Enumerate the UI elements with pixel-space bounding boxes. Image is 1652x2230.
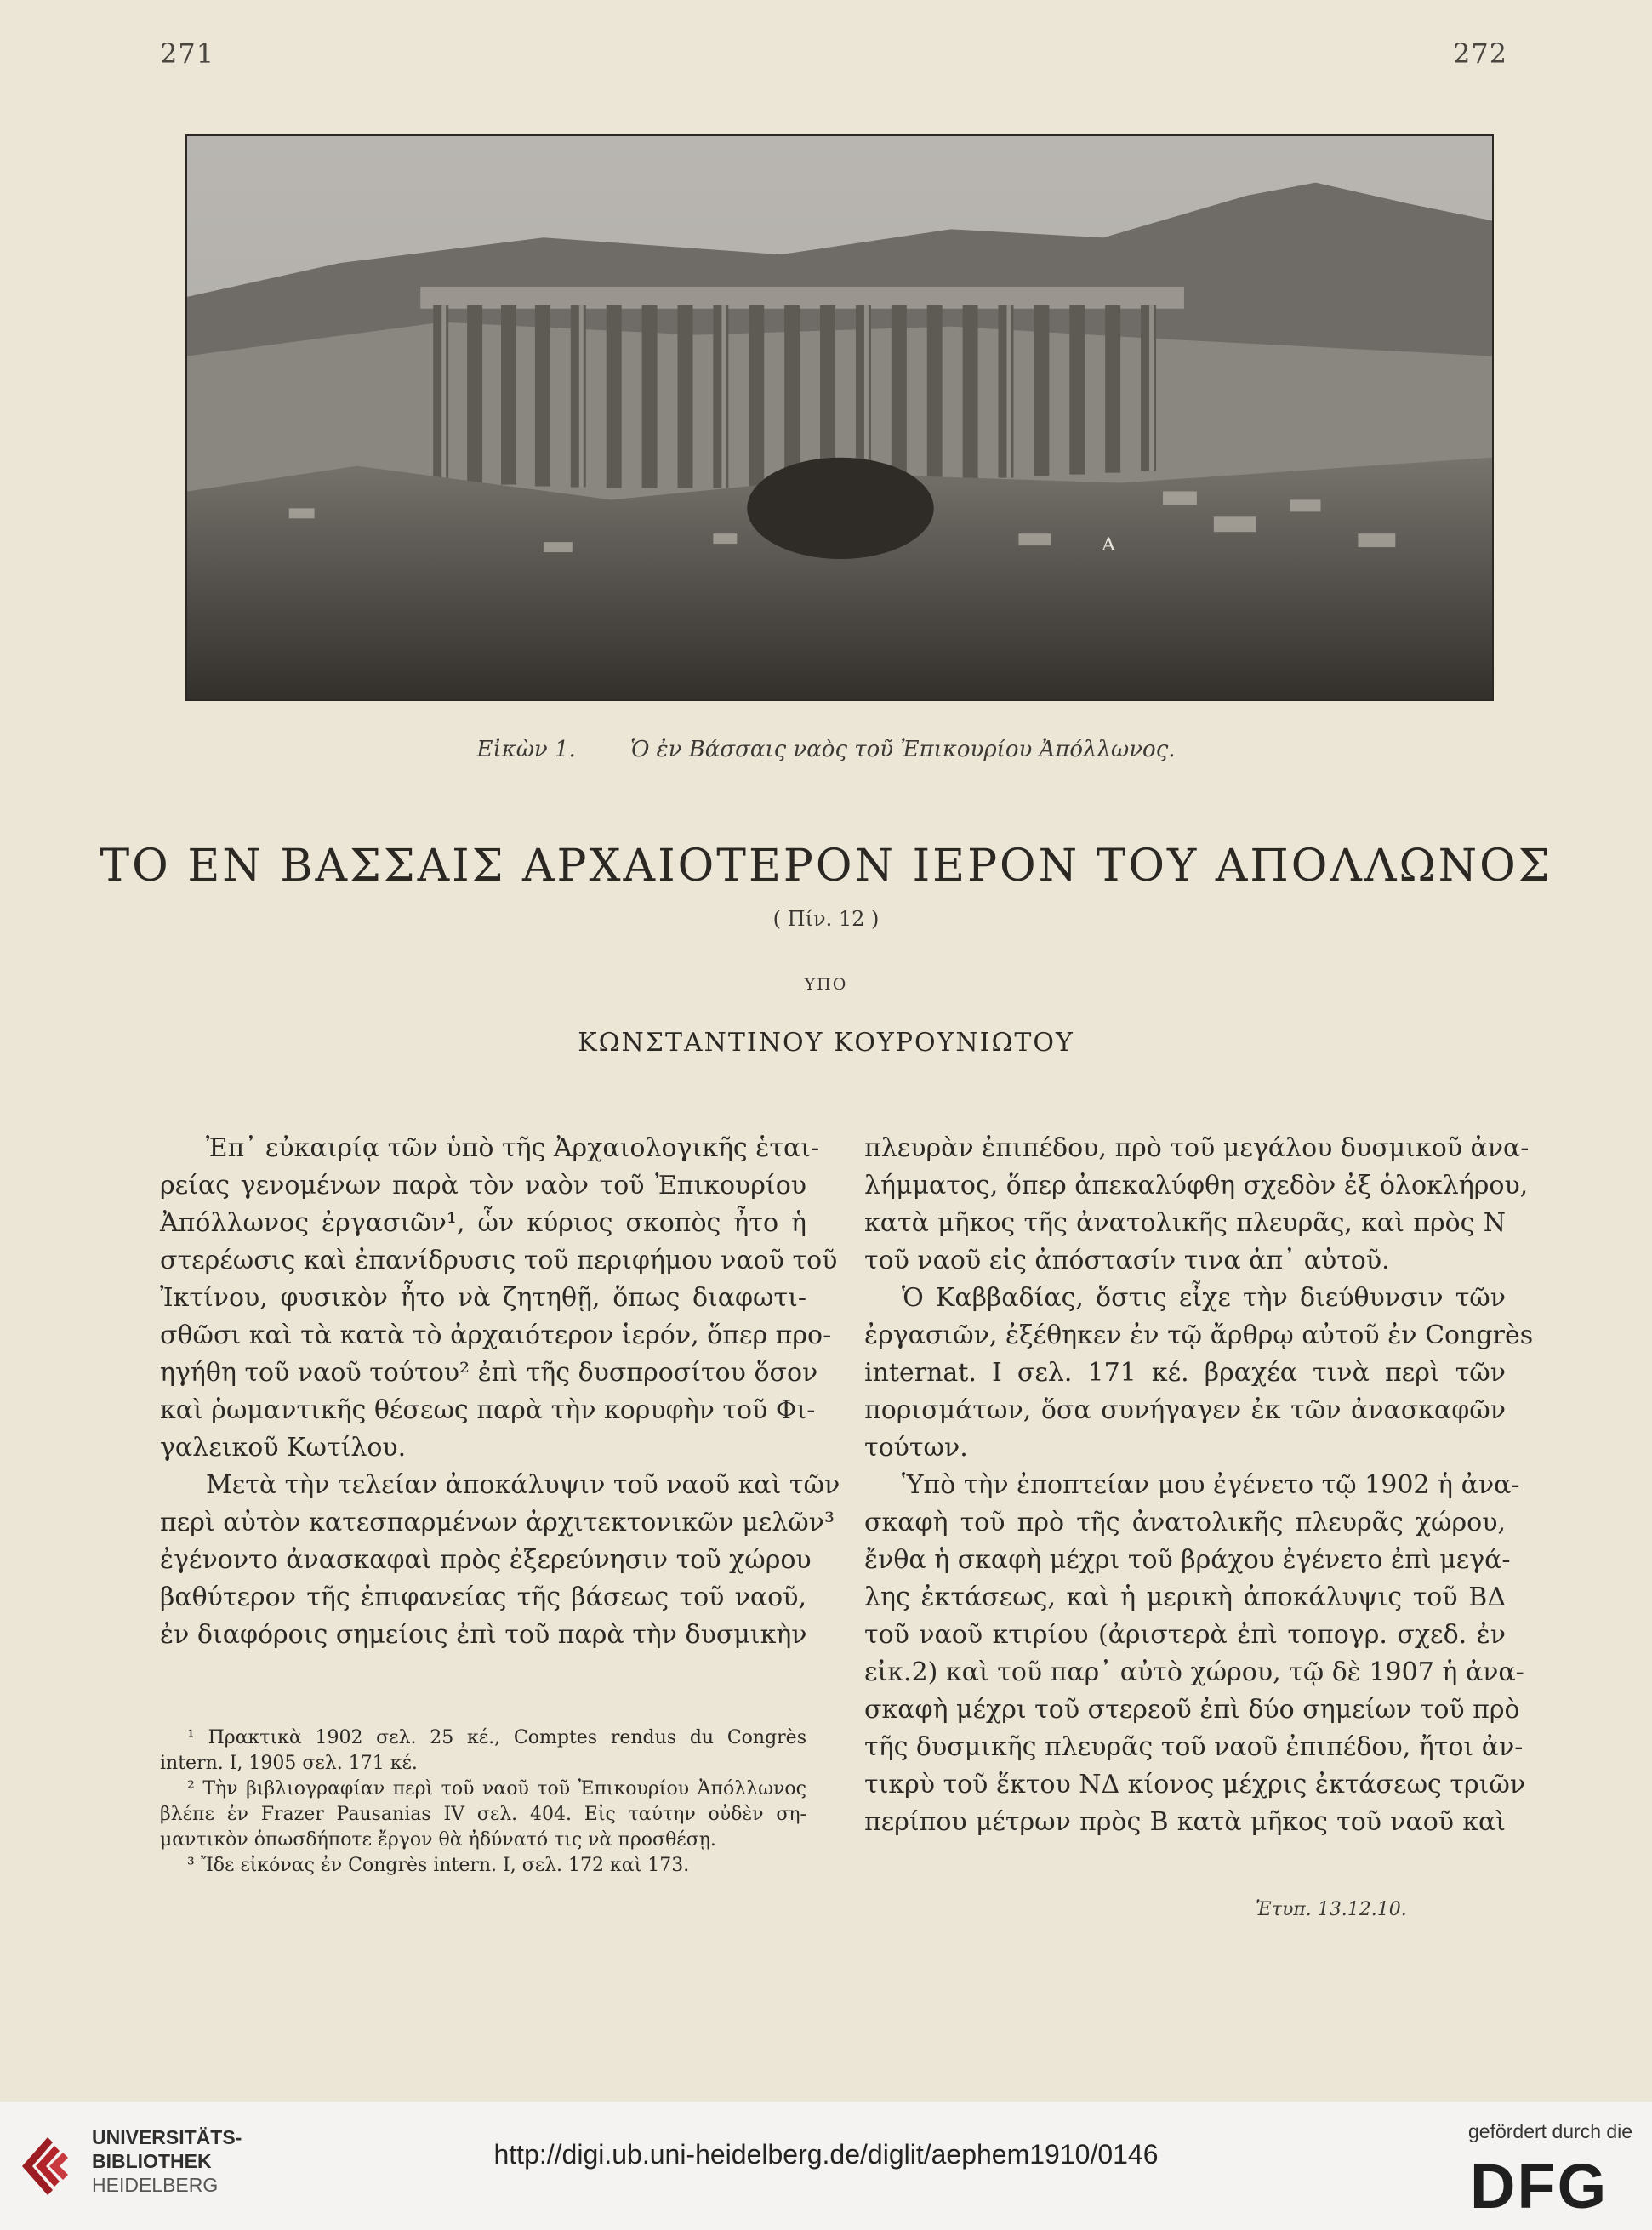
text-line: τοῦ ναοῦ εἰς ἀπόστασίν τινα ἀπ᾽ αὐτοῦ. (864, 1246, 1390, 1275)
right-text-column (864, 1130, 1534, 1841)
author-name: ΚΩΝΣΤΑΝΤΙΝΟΥ ΚΟΥΡΟΥΝΙΩΤΟΥ (578, 1028, 1074, 1058)
text-line: στερέωσις καὶ ἐπανίδρυσις τοῦ περιφήμου ναοῦ τοῦ (160, 1246, 838, 1275)
text-line: βαθύτερον τῆς ἐπιφανείας τῆς βάσεως τοῦ ναοῦ, (160, 1583, 806, 1612)
text-line: περίπου μέτρων πρὸς Β κατὰ μῆκος τοῦ ναοῦ καὶ (864, 1807, 1506, 1837)
text-line: εἰκ.2) καὶ τοῦ παρ᾽ αὐτὸ χώρου, τῷ δὲ 1907 ἡ ἀνα- (864, 1657, 1524, 1687)
text-line: τῆς δυσμικῆς πλευρᾶς τοῦ ναοῦ ἐπιπέδου, ἤτοι ἀν- (864, 1732, 1524, 1762)
text-line: Ὁ Καββαδίας, ὅστις εἶχε τὴν διεύθυνσιν τῶν (902, 1283, 1506, 1313)
figure-caption-text: Ὁ ἐν Βάσσαις ναὸς τοῦ Ἐπικουρίου Ἀπόλλωνος. (630, 737, 1176, 762)
text-line: πλευρὰν ἐπιπέδου, πρὸ τοῦ μεγάλου δυσμικοῦ ἀνα- (864, 1133, 1530, 1163)
footnote-line: μαντικὸν ὁπωσδήποτε ἔργον θὰ ἠδύνατό τις νὰ προσθέσῃ. (160, 1829, 716, 1851)
text-line: σκαφὴ μέχρι τοῦ στερεοῦ ἐπὶ δύο σημείων τοῦ πρὸ (864, 1695, 1520, 1725)
left-text-column (160, 1130, 840, 1654)
by-line: ΥΠΟ (804, 975, 848, 994)
footnote-line: ¹ Πρακτικὰ 1902 σελ. 25 κέ., Comptes rendus du Congrès (187, 1727, 806, 1748)
text-line: Ἰκτίνου, φυσικὸν ἦτο νὰ ζητηθῇ, ὅπως διαφωτι- (160, 1283, 806, 1313)
text-line: ρείας γενομένων παρὰ τὸν ναὸν τοῦ Ἐπικουρίου (160, 1171, 806, 1201)
text-line: Ὑπὸ τὴν ἐποπτείαν μου ἐγένετο τῷ 1902 ἡ ἀνα- (902, 1470, 1520, 1500)
text-line: λήμματος, ὅπερ ἀπεκαλύφθη σχεδὸν ἐξ ὁλοκλήρου, (864, 1171, 1529, 1201)
dfg-logo[interactable]: DFG (1470, 2151, 1609, 2221)
figure-label: Εἰκὼν 1. (476, 737, 576, 762)
temple-photograph (185, 134, 1494, 701)
text-line: σθῶσι καὶ τὰ κατὰ τὸ ἀρχαιότερον ἱερόν, ὅπερ προ- (160, 1320, 832, 1350)
footnote-line: ³ Ἴδε εἰκόνας ἐν Congrès intern. I, σελ. 172 καὶ 173. (187, 1855, 690, 1876)
viewer-footer (0, 2102, 1652, 2230)
text-line: ἐργασιῶν, ἐξέθηκεν ἐν τῷ ἄρθρῳ αὐτοῦ ἐν Congrès (864, 1320, 1534, 1350)
footnote-line: βλέπε ἐν Frazer Pausanias IV σελ. 404. Εἰς ταύτην οὐδὲν ση- (160, 1804, 806, 1825)
text-line: κατὰ μῆκος τῆς ἀνατολικῆς πλευρᾶς, καὶ πρὸς Ν (864, 1208, 1506, 1238)
page-number-left: 271 (160, 37, 215, 70)
footnotes (160, 1725, 806, 1879)
text-line: Ἀπόλλωνος ἐργασιῶν¹, ὧν κύριος σκοπὸς ἦτο ἡ (160, 1208, 806, 1238)
library-line-1: UNIVERSITÄTS- (92, 2126, 242, 2148)
text-line: Μετὰ τὴν τελείαν ἀποκάλυψιν τοῦ ναοῦ καὶ τῶν (206, 1470, 840, 1500)
text-line: internat. I σελ. 171 κέ. βραχέα τινὰ περὶ τῶν (864, 1358, 1506, 1388)
text-line: περὶ αὐτὸν κατεσπαρμένων ἀρχιτεκτονικῶν μελῶν³ (160, 1508, 835, 1537)
text-line: τούτων. (864, 1433, 968, 1463)
text-line: ἐν διαφόροις σημείοις ἐπὶ τοῦ παρὰ τὴν δυσμικὴν (160, 1620, 807, 1650)
text-line: ἔνθα ἡ σκαφὴ μέχρι τοῦ βράχου ἐγένετο ἐπὶ μεγά- (864, 1545, 1511, 1575)
library-line-2: BIBLIOTHEK (92, 2150, 212, 2172)
figure-caption (0, 737, 1652, 762)
library-line-3: HEIDELBERG (92, 2174, 219, 2196)
text-line: Ἐπ᾽ εὐκαιρίᾳ τῶν ὑπὸ τῆς Ἀρχαιολογικῆς ἑται- (206, 1133, 820, 1163)
text-line: λης ἐκτάσεως, καὶ ἡ μερικὴ ἀποκάλυψις τοῦ ΒΔ (864, 1583, 1506, 1612)
footnote-line: ² Τὴν βιβλιογραφίαν περὶ τοῦ ναοῦ τοῦ Ἐπικουρίου Ἀπόλλωνος (187, 1778, 806, 1799)
text-line: ἐγένοντο ἀνασκαφαὶ πρὸς ἐξερεύνησιν τοῦ χώρου (160, 1545, 812, 1575)
funding-note: gefördert durch die (1468, 2120, 1633, 2142)
text-line: τοῦ ναοῦ κτιρίου (ἀριστερὰ ἐπὶ τοπογρ. σχεδ. ἐν (864, 1620, 1506, 1650)
print-date: Ἐτυπ. 13.12.10. (1256, 1899, 1407, 1920)
article-title: ΤΟ ΕΝ ΒΑΣΣΑΙΣ ΑΡΧΑΙΟΤΕΡΟΝ ΙΕΡΟΝ ΤΟΥ ΑΠΟΛΛΩΝΟΣ (100, 841, 1552, 892)
text-line: γαλεικοῦ Κωτίλου. (160, 1433, 407, 1463)
plate-reference: ( Πίν. 12 ) (772, 907, 880, 931)
permalink-url[interactable]: http://digi.ub.uni-heidelberg.de/diglit/aephem1910/0146 (493, 2139, 1159, 2170)
text-line: τικρὺ τοῦ ἕκτου ΝΔ κίονος μέχρις ἐκτάσεως τριῶν (864, 1770, 1526, 1799)
text-line: σκαφὴ τοῦ πρὸ τῆς ἀνατολικῆς πλευρᾶς χώρου, (864, 1508, 1506, 1537)
text-line: πορισμάτων, ὅσα συνήγαγεν ἐκ τῶν ἀνασκαφῶν (864, 1395, 1506, 1425)
text-line: καὶ ῥωμαντικῆς θέσεως παρὰ τὴν κορυφὴν τοῦ Φι- (160, 1395, 816, 1425)
figure-mark: Α (1102, 534, 1116, 556)
page-number-right: 272 (1453, 37, 1508, 70)
text-line: ηγήθη τοῦ ναοῦ τούτου² ἐπὶ τῆς δυσπροσίτου ὅσον (160, 1358, 818, 1388)
footnote-line: intern. I, 1905 σελ. 171 κέ. (160, 1753, 418, 1774)
